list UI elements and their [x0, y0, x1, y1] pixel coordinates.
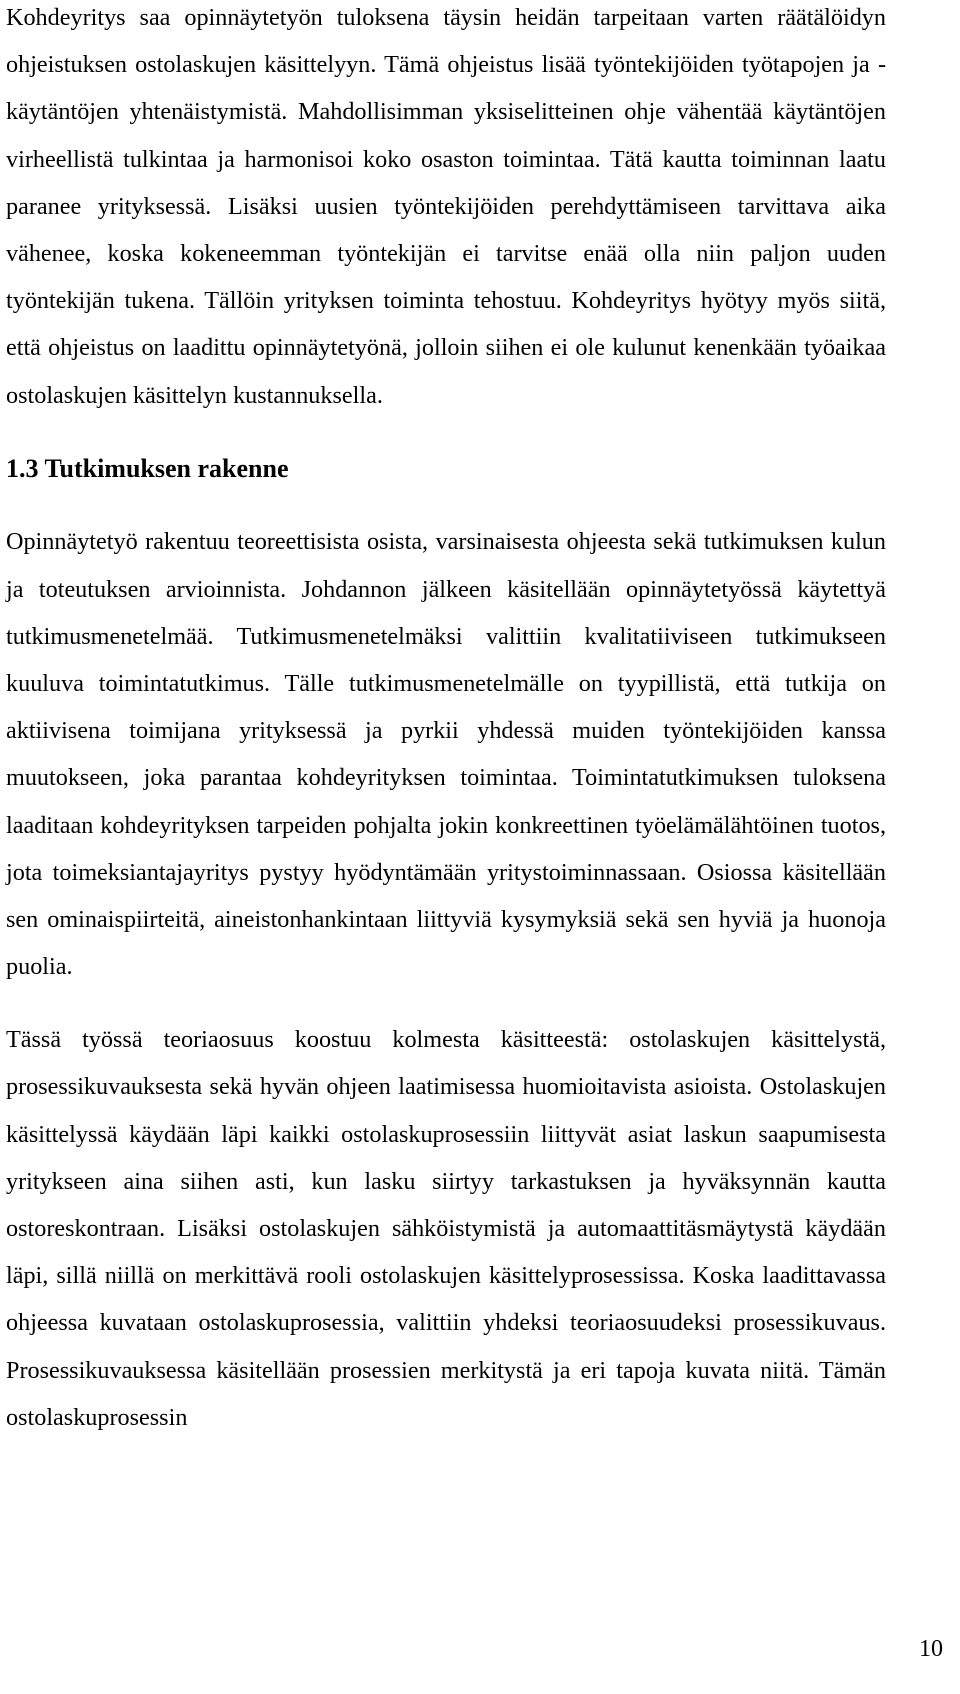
page-number: 10: [919, 1636, 943, 1662]
section-heading: 1.3 Tutkimuksen rakenne: [6, 453, 289, 483]
paragraph-structure: Opinnäytetyö rakentuu teoreettisista osista, varsinaisesta ohjeesta sekä tutkimuksen kulun ja toteutuksen arvioinnista. Johdannon jälkeen käsitellään opinnäytetyössä käytettyä tutkimusmenetelmää. Tutkimusmenetelmäksi valittiin kvalitatiiviseen tutkimukseen kuuluva toimintatutkimus. Tälle tutkimusmenetelmälle on tyypillistä, että tutkija on aktiivisena toimijana yrityksessä ja pyrkii yhdessä muiden työntekijöiden kanssa muutokseen, joka parantaa kohdeyrityksen toimintaa. Toimintatutkimuksen tuloksena laaditaan kohdeyrityksen tarpeiden pohjalta jokin konkreettinen työelämälähtöinen tuotos, jota toimeksiantajayritys pystyy hyödyntämään yritystoiminnassaan. Osiossa käsitellään sen ominaispiirteitä, aineistonhankintaan liittyviä kysymyksiä sekä sen hyviä ja huonoja puolia.: [6, 528, 886, 981]
paragraph-intro-benefits: Kohdeyritys saa opinnäytetyön tuloksena täysin heidän tarpeitaan varten räätälöidyn ohjeistuksen ostolaskujen käsittelyyn. Tämä ohjeistus lisää työntekijöiden työtapojen ja -käytäntöjen yhtenäistymistä. Mahdollisimman yksiselitteinen ohje vähentää käytäntöjen virheellistä tulkintaa ja harmonisoi koko osaston toimintaa. Tätä kautta toiminnan laatu paranee yrityksessä. Lisäksi uusien työntekijöiden perehdyttämiseen tarvittava aika vähenee, koska kokeneemman työntekijän ei tarvitse enää olla niin paljon uuden työntekijän tukena. Tällöin yrityksen toiminta tehostuu. Kohdeyritys hyötyy myös siitä, että ohjeistus on laadittu opinnäytetyönä, jolloin siihen ei ole kulunut kenenkään työaikaa ostolaskujen käsittelyn kustannuksella.: [6, 4, 886, 409]
paragraph-theory: Tässä työssä teoriaosuus koostuu kolmesta käsitteestä: ostolaskujen käsittelystä, prosessikuvauksesta sekä hyvän ohjeen laatimisessa huomioitavista asioista. Ostolaskujen käsittelyssä käydään läpi kaikki ostolaskuprosessiin liittyvät asiat laskun saapumisesta yritykseen aina siihen asti, kun lasku siirtyy tarkastuksen ja hyväksynnän kautta ostoreskontraan. Lisäksi ostolaskujen sähköistymistä ja automaattitäsmäytystä käydään läpi, sillä niillä on merkittävä rooli ostolaskujen käsittelyprosessissa. Koska laadittavassa ohjeessa kuvataan ostolaskuprosessia, valittiin yhdeksi teoriaosuudeksi prosessikuvaus. Prosessikuvauksessa käsitellään prosessien merkitystä ja eri tapoja kuvata niitä. Tämän ostolaskuprosessin: [6, 1026, 886, 1431]
section-heading-wrap: [6, 444, 886, 495]
page-content: [6, 0, 886, 1441]
